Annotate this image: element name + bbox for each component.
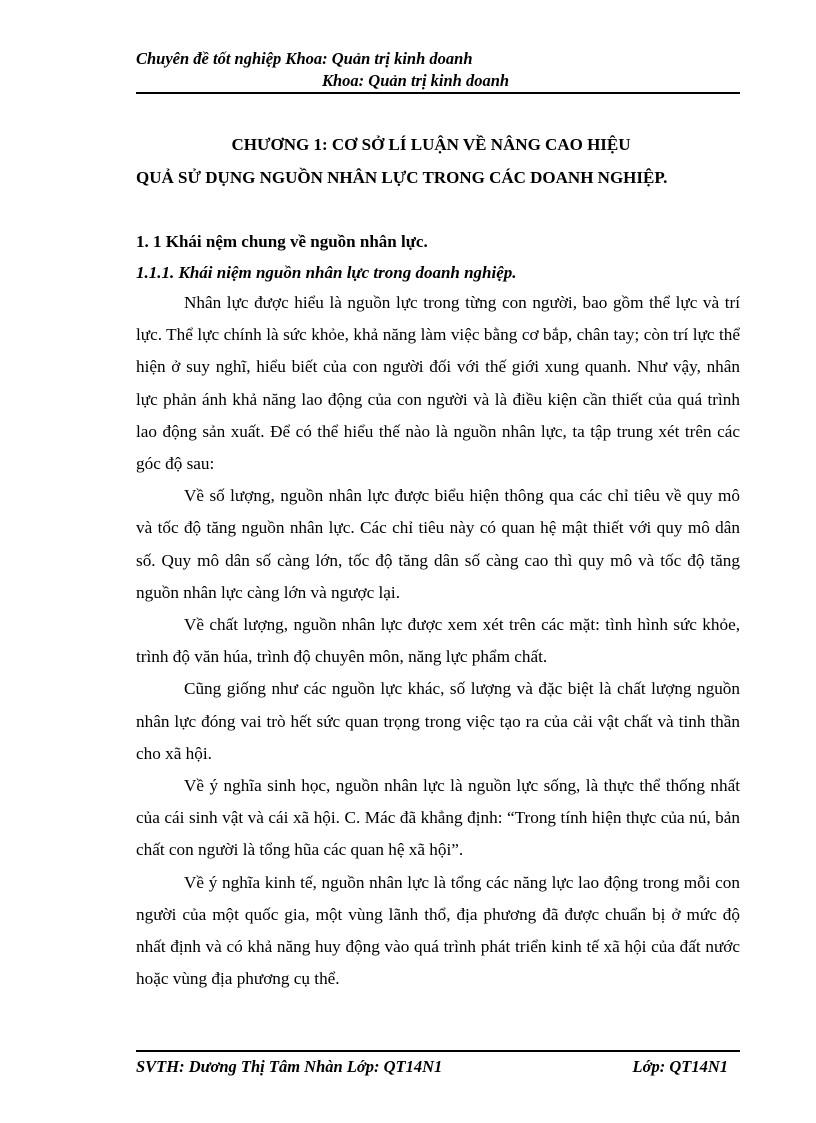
body-text xyxy=(136,287,740,995)
page-header xyxy=(136,48,740,92)
chapter-title xyxy=(136,128,740,194)
paragraph: Nhân lực được hiểu là nguồn lực trong từng con người, bao gồm thể lực và trí lực. Thể lực chính là sức khỏe, khả năng làm việc bằng cơ bắp, chân tay; còn trí lực thể hiện ở suy nghĩ, hiểu biết của con người đối với thế giới xung quanh. Như vậy, nhân lực phản ánh khả năng lao động của con người và là điều kiện cần thiết của quá trình lao động sản xuất. Để có thể hiểu thế nào là nguồn nhân lực, ta tập trung xét trên các góc độ sau: xyxy=(136,293,740,474)
paragraph: Về số lượng, nguồn nhân lực được biểu hiện thông qua các chỉ tiêu về quy mô và tốc độ tăng nguồn nhân lực. Các chỉ tiêu này có quan hệ mật thiết với quy mô dân số. Quy mô dân số càng lớn, tốc độ tăng dân số càng cao thì quy mô và tốc độ tăng nguồn nhân lực càng lớn và ngược lại. xyxy=(136,486,740,602)
subsection-heading: 1.1.1. Khái niệm nguồn nhân lực trong doanh nghiệp. xyxy=(136,263,517,282)
paragraph: Về ý nghĩa kinh tế, nguồn nhân lực là tổng các năng lực lao động trong mỗi con người của một quốc gia, một vùng lãnh thổ, địa phương đã được chuẩn bị ở mức độ nhất định và có khả năng huy động vào quá trình phát triển kinh tế xã hội của đất nước hoặc vùng địa phương cụ thể. xyxy=(136,872,740,989)
header-line-1: Chuyên đề tốt nghiệp Khoa: Quản trị kinh doanh xyxy=(136,49,473,68)
header-line-2: Khoa: Quản trị kinh doanh xyxy=(322,71,510,90)
paragraph: Về chất lượng, nguồn nhân lực được xem xét trên các mặt: tình hình sức khỏe, trình độ văn húa, trình độ chuyên môn, năng lực phẩm chất. xyxy=(136,615,740,667)
footer-author: SVTH: Dương Thị Tâm Nhàn Lớp: QT14N1 xyxy=(136,1057,443,1076)
footer-divider xyxy=(136,1050,740,1052)
chapter-title-line-1: CHƯƠNG 1: CƠ SỞ LÍ LUẬN VỀ NÂNG CAO HIỆU xyxy=(231,135,631,154)
paragraph: Về ý nghĩa sinh học, nguồn nhân lực là nguồn lực sống, là thực thể thống nhất của cái sinh vật và cái xã hội. C. Mác đã khẳng định: “Trong tính hiện thực của nú, bản chất con người là tổng hũa các quan hệ xã hội”. xyxy=(136,776,740,860)
chapter-title-line-2: QUẢ SỬ DỤNG NGUỒN NHÂN LỰC TRONG CÁC DOANH NGHIỆP. xyxy=(136,168,668,187)
section-heading: 1. 1 Khái nệm chung về nguồn nhân lực. xyxy=(136,232,428,251)
header-divider xyxy=(136,92,740,94)
page-footer xyxy=(136,1055,740,1079)
paragraph: Cũng giống như các nguồn lực khác, số lượng và đặc biệt là chất lượng nguồn nhân lực đóng vai trò hết sức quan trọng trong việc tạo ra của cải vật chất và tinh thần cho xã hội. xyxy=(136,679,740,763)
footer-class: Lớp: QT14N1 xyxy=(632,1057,728,1076)
